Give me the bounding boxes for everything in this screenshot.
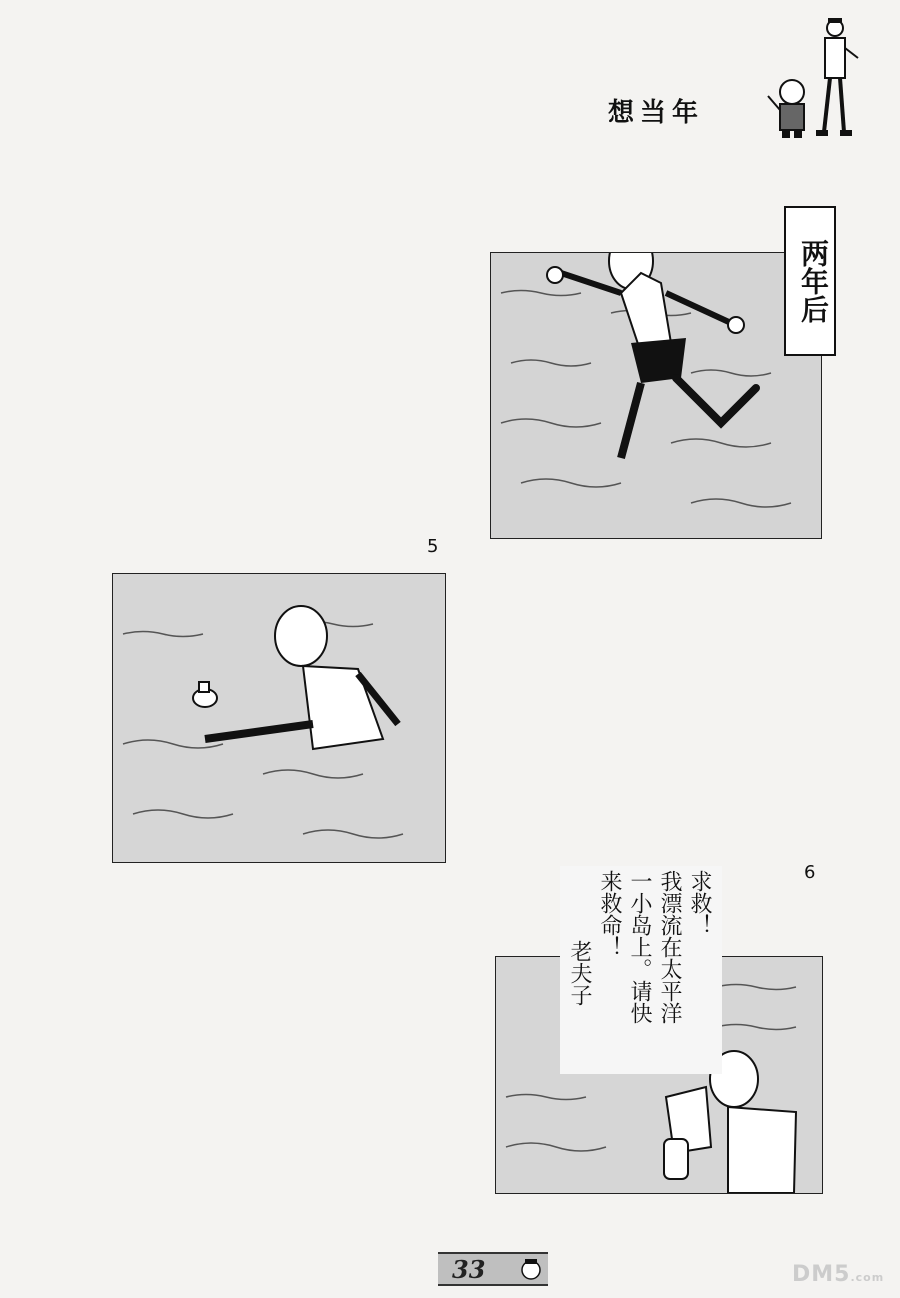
panel-5-swimming-man-illustration	[113, 574, 445, 862]
speech-bubble	[560, 866, 722, 1074]
old-master-face-icon	[518, 1256, 544, 1282]
bubble-line-4: 来救命！	[597, 870, 622, 958]
bubble-line-2: 我漂流在太平洋	[657, 870, 682, 1024]
panel-5-number: 5	[427, 536, 439, 557]
page-number-box	[438, 1252, 548, 1286]
watermark-text: DM5	[792, 1262, 851, 1287]
book-title: 想当年	[608, 98, 705, 128]
panel-6-number: 6	[804, 862, 816, 883]
watermark-suffix: .com	[850, 1271, 885, 1284]
panel-4-running-man-illustration	[491, 253, 821, 538]
bubble-line-3: 一小岛上。请快	[627, 870, 652, 1024]
header-characters-illustration	[760, 14, 870, 142]
bubble-signature: 老夫子	[567, 940, 592, 1006]
site-watermark	[792, 1262, 884, 1287]
page-number: 33	[452, 1255, 486, 1284]
panel-5	[112, 573, 446, 863]
panel-4-caption: 两年后	[784, 206, 836, 356]
panel-4	[490, 252, 822, 539]
bubble-line-1: 求救！	[687, 870, 712, 936]
